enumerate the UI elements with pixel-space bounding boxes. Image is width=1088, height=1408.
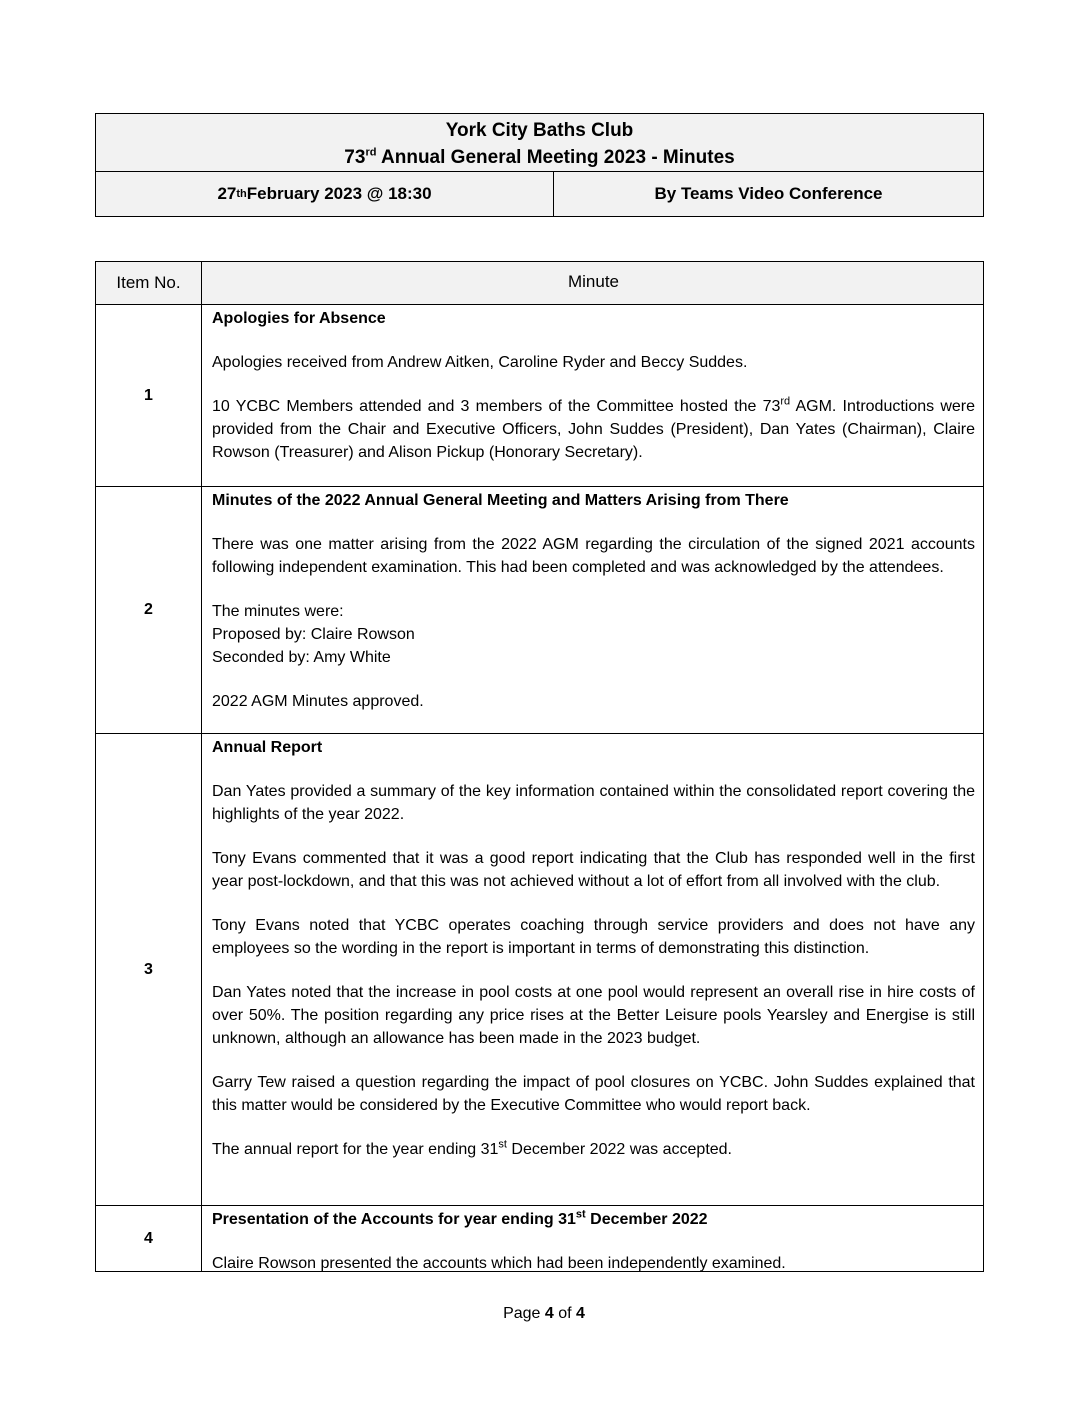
item-number: 3	[96, 734, 202, 1205]
table-row	[96, 1205, 983, 1271]
page-total: 4	[576, 1305, 585, 1322]
table-header-row	[96, 262, 983, 304]
minutes-table	[95, 261, 984, 1272]
item-title: Annual Report	[212, 739, 323, 756]
minute-text: Tony Evans commented that it was a good report indicating that the Club has responded well in the first year post-lockdown, and that this was not achieved without a lot of effort from all involved with the club.	[212, 850, 975, 890]
table-row	[96, 304, 983, 486]
column-header-item: Item No.	[96, 262, 202, 304]
minute-cell	[202, 734, 983, 1205]
minute-text: Proposed by: Claire Rowson	[212, 626, 415, 643]
minute-text: Garry Tew raised a question regarding the impact of pool closures on YCBC. John Suddes explained that this matter would be considered by the Executive Committee who would report back.	[212, 1074, 975, 1114]
minute-cell	[202, 305, 983, 486]
minute-text: The minutes were:	[212, 603, 344, 620]
minute-text: Claire Rowson presented the accounts which had been independently examined.	[212, 1255, 786, 1272]
item-title: Minutes of the 2022 Annual General Meeting and Matters Arising from There	[212, 492, 789, 509]
page-number: 4	[544, 1305, 554, 1322]
minute-text: 10 YCBC Members attended and 3 members of the Committee hosted the 73rd AGM. Introductions were provided from the Chair and Executive Officers, John Suddes (President), Dan Yates (Chairman), Claire Rowson (Treasurer) and Alison Pickup (Honorary Secretary).	[212, 395, 975, 461]
meeting-header	[95, 113, 984, 217]
minute-cell	[202, 487, 983, 733]
meeting-venue: By Teams Video Conference	[654, 184, 883, 203]
minute-text: Apologies received from Andrew Aitken, Caroline Ryder and Beccy Suddes.	[212, 354, 748, 371]
item-number: 2	[96, 487, 202, 733]
club-name: York City Baths Club	[445, 120, 634, 141]
minute-cell	[202, 1206, 983, 1271]
table-row	[96, 486, 983, 733]
minute-text: Dan Yates noted that the increase in pool costs at one pool would represent an overall rise in hire costs of over 50%. The position regarding any price rises at the Better Leisure pools Yearsley and Energise is still unknown, although an allowance has been made in the 2023 budget.	[212, 984, 975, 1047]
column-header-minute: Minute	[567, 271, 620, 291]
item-title: Presentation of the Accounts for year ending 31st December 2022	[212, 1208, 708, 1228]
header-title	[96, 114, 983, 172]
item-number: 4	[96, 1206, 202, 1271]
minute-text: Dan Yates provided a summary of the key information contained within the consolidated report covering the highlights of the year 2022.	[212, 783, 975, 823]
item-number: 1	[96, 305, 202, 486]
minute-text: Tony Evans noted that YCBC operates coaching through service providers and does not have any employees so the wording in the report is important in terms of demonstrating this distinction.	[212, 917, 975, 957]
minute-text: Seconded by: Amy White	[212, 649, 391, 666]
minute-text: There was one matter arising from the 2022 AGM regarding the circulation of the signed 2021 accounts following independent examination. This had been completed and was acknowledged by the attendees.	[212, 536, 975, 576]
page-footer: Page 4 of 4	[503, 1305, 585, 1322]
minute-text: The annual report for the year ending 31st December 2022 was accepted.	[212, 1138, 732, 1158]
table-row	[96, 733, 983, 1205]
meeting-date: 27 th February 2023 @ 18:30	[96, 172, 554, 216]
item-title: Apologies for Absence	[212, 310, 386, 327]
minute-text: 2022 AGM Minutes approved.	[212, 693, 424, 710]
meeting-title: 73rd Annual General Meeting 2023 - Minutes	[344, 146, 735, 168]
